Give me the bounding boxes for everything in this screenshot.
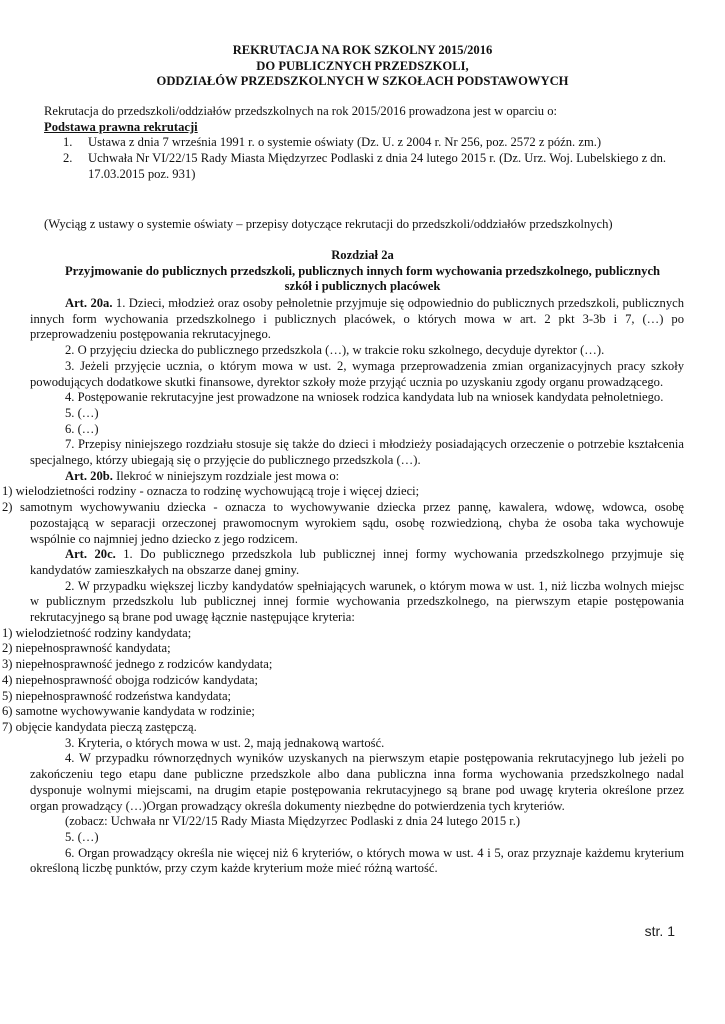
statute-body — [2, 296, 685, 877]
page-number: str. 1 — [644, 923, 675, 939]
art-20c-text-1: 1. Do publicznego przedszkola lub publicznej innej formy wychowania przedszkolnego przyjmuje się kandydatów zamieszkałych na obszarze danej gminy. — [30, 547, 684, 577]
document-title — [0, 43, 725, 90]
criteria-item: 2) niepełnosprawność kandydata; — [2, 641, 171, 656]
art-20a-paragraph-4: 4. Postępowanie rekrutacyjne jest prowadzone na wniosek rodzica kandydata lub na wniosek kandydata pełnoletniego. — [65, 390, 664, 405]
art-20c-paragraph-1 — [30, 547, 684, 578]
art-20b-item-2: 2) samotnym wychowywaniu dziecka - oznacza to wychowywanie dziecka przez pannę, kawalera, wdowę, wdowca, osobę pozostającą w separacji orzeczonej prawomocnym wyrokiem sądu, osobę rozwiedzioną, chyba że osoba taka wychowuje wspólnie co najmniej jedno dziecko z jego rodzicem. — [2, 500, 684, 546]
criteria-item: 3) niepełnosprawność jednego z rodziców kandydata; — [2, 657, 273, 672]
art-20a-label: Art. 20a. — [65, 296, 113, 310]
art-20c-paragraph-2: 2. W przypadku większej liczby kandydatów spełniających warunek, o którym mowa w ust. 1, niż liczba wolnych miejsc w publicznym przedszkolu lub publicznej innej formie wychowania przedszkolnego, na pierwszym etapie postępowania rekrutacyjnego są brane pod uwagę łącznie następujące kryteria: — [30, 578, 684, 625]
title-line-2: DO PUBLICZNYCH PRZEDSZKOLI, — [256, 58, 469, 73]
criteria-item: 5) niepełnosprawność rodzeństwa kandydata; — [2, 688, 232, 703]
art-20c-paragraph-4: 4. W przypadku równorzędnych wyników uzyskanych na pierwszym etapie postępowania rekrutacyjnego lub jeżeli po zakończeniu tego etapu dane publiczne przedszkole albo dana publiczna inna forma wychowania przedszkolnego nadal dysponuje wolnymi miejscami, na drugim etapie postępowania rekrutacyjnego są brane pod uwagę kryteria określone przez organ prowadzący (…)Organ prowadzący określa dokumenty niezbędne do potwierdzenia tych kryteriów. — [30, 751, 684, 813]
legal-basis-item — [44, 151, 684, 182]
art-20b-label: Art. 20b. — [65, 468, 113, 483]
list-number: 1. — [63, 135, 73, 150]
art-20a-paragraph-5: 5. (…) — [65, 405, 99, 420]
criteria-item: 1) wielodzietność rodziny kandydata; — [2, 625, 192, 640]
art-20c-paragraph-5: 5. (…) — [65, 829, 99, 844]
chapter-title-line-1: Przyjmowanie do publicznych przedszkoli, publicznych innych form wychowania przedszkolnego, publicznych — [64, 263, 661, 278]
excerpt-note: (Wyciąg z ustawy o systemie oświaty – przepisy dotyczące rekrutacji do przedszkoli/oddziałów przedszkolnych) — [44, 217, 613, 231]
title-line-3: ODDZIAŁÓW PRZEDSZKOLNYCH W SZKOŁACH PODSTAWOWYCH — [156, 74, 569, 88]
legal-basis-item — [44, 135, 684, 151]
art-20a-paragraph-1 — [30, 296, 684, 343]
list-number: 2. — [63, 151, 73, 166]
list-item-text: Uchwała Nr VI/22/15 Rady Miasta Międzyrzec Podlaski z dnia 24 lutego 2015 r. (Dz. Urz. Woj. Lubelskiego z dn. 17.03.2015 poz. 931) — [88, 151, 667, 181]
intro-sentence: Rekrutacja do przedszkoli/oddziałów przedszkolnych na rok 2015/2016 prowadzona jest w oparciu o: — [44, 104, 558, 118]
chapter-heading — [30, 248, 695, 295]
chapter-number: Rozdział 2a — [331, 248, 394, 262]
art-20a-paragraph-2: 2. O przyjęciu dziecka do publicznego przedszkola (…), w trakcie roku szkolnego, decyduje dyrektor (…). — [65, 343, 605, 358]
legal-basis-list — [44, 135, 684, 182]
art-20a-text-1: 1. Dzieci, młodzież oraz osoby pełnoletnie przyjmuje się odpowiednio do publicznych przedszkoli, publicznych innych form wychowania przedszkolnego i publicznych placówek, o których mowa w art. 2 pkt 3-3b i 7, (…) po przeprowadzeniu postępowania rekrutacyjnego. — [30, 296, 685, 342]
art-20b-item-1: 1) wielodzietności rodziny - oznacza to rodzinę wychowującą troje i więcej dzieci; — [2, 484, 420, 499]
title-line-1: REKRUTACJA NA ROK SZKOLNY 2015/2016 — [232, 43, 493, 57]
criteria-item: 7) objęcie kandydata pieczą zastępczą. — [2, 719, 197, 734]
art-20c-paragraph-6: 6. Organ prowadzący określa nie więcej niż 6 kryteriów, o których mowa w ust. 4 i 5, oraz przyznaje każdemu kryterium określoną liczbę punktów, przy czym każde kryterium może mieć różną wartość. — [30, 845, 684, 876]
art-20a-paragraph-6: 6. (…) — [65, 421, 99, 436]
art-20c-paragraph-3: 3. Kryteria, o których mowa w ust. 2, mają jednakową wartość. — [65, 735, 385, 750]
intro-section — [44, 104, 684, 183]
list-item-text: Ustawa z dnia 7 września 1991 r. o systemie oświaty (Dz. U. z 2004 r. Nr 256, poz. 2572 z późn. zm.) — [88, 135, 602, 150]
art-20b-text: Ilekroć w niniejszym rozdziale jest mowa o: — [112, 468, 340, 483]
chapter-title-line-2: szkół i publicznych placówek — [284, 279, 441, 294]
legal-basis-heading: Podstawa prawna rekrutacji — [44, 119, 198, 134]
art-20a-paragraph-7: 7. Przepisy niniejszego rozdziału stosuje się także do dzieci i młodzieży posiadających orzeczenie o potrzebie kształcenia specjalnego, którzy ubiegają się o przyjęcie do publicznego przedszkola (…). — [30, 437, 684, 468]
see-reference: (zobacz: Uchwała nr VI/22/15 Rady Miasta Międzyrzec Podlaski z dnia 24 lutego 2015 r.) — [65, 814, 521, 829]
art-20c-label: Art. 20c. — [65, 547, 116, 562]
art-20a-paragraph-3: 3. Jeżeli przyjęcie ucznia, o którym mowa w ust. 2, wymaga przeprowadzenia zmian organizacyjnych pracy szkoły powodujących dodatkowe skutki finansowe, dyrektor szkoły może przyjąć ucznia po uzyskaniu zgody organu prowadzącego. — [30, 358, 684, 389]
art-20b-intro — [30, 469, 684, 485]
criteria-item: 4) niepełnosprawność obojga rodziców kandydata; — [2, 672, 258, 687]
criteria-item: 6) samotne wychowywanie kandydata w rodzinie; — [2, 704, 255, 719]
